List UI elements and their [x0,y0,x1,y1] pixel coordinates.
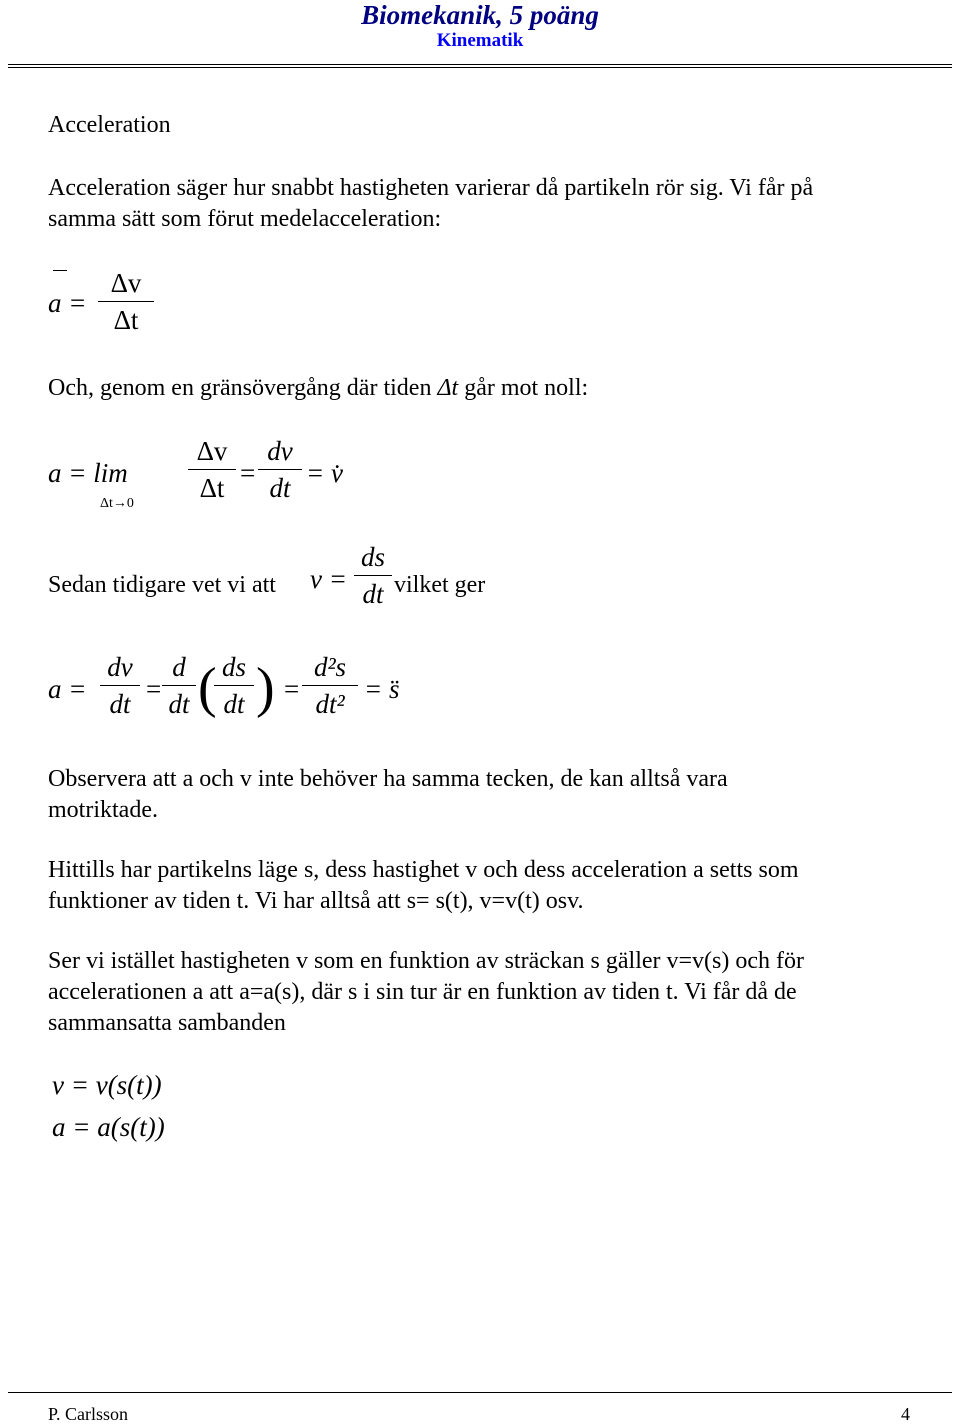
equation-mean-acceleration [48,268,168,344]
header-rule-2 [8,67,952,68]
section-heading: Acceleration [48,112,171,138]
eq2-num2: dv [267,436,293,466]
eq4-paren-right: ) [256,657,275,719]
p2-dt: Δt [437,375,459,401]
eq4-num3: ds [221,652,246,682]
eq4-num4: d²s [313,652,347,682]
eq4-num2: d [172,652,186,682]
eq4-fraction-1 [100,650,140,721]
paragraph-6-line-1: Ser vi istället hastigheten v som en funktion av sträckan s gäller v=v(s) och för [48,948,805,974]
paragraph-5-line-1: Hittills har partikelns läge s, dess hastighet v och dess acceleration a setts som [48,857,799,883]
eq4-equals-2: = [284,674,300,704]
eq2-den1: Δt [199,473,225,503]
eq1-numerator: Δv [110,268,142,298]
paragraph-5-line-2: funktioner av tiden t. Vi har alltså att s= s(t), v=v(t) osv. [48,888,584,914]
p2-pre: Och, genom en gränsövergång där tiden [48,375,438,401]
overbar [53,270,67,271]
paragraph-1 [48,173,918,235]
paragraph-2 [48,373,918,404]
equation-composite-velocity: v = v(s(t)) [52,1070,162,1100]
eq2-den2: dt [269,473,291,503]
equation-second-derivative [48,650,408,734]
eq4-equals-1: = [146,674,162,704]
eq1-fraction [98,266,154,337]
p2-post: går mot noll: [458,375,589,401]
eq3-fraction [354,540,392,611]
paragraph-6-line-2: accelerationen a att a=a(s), där s i sin tur är en funktion av tiden t. Vi får då de [48,979,797,1005]
eq3-den: dt [362,579,384,609]
eq4-den2: dt [168,689,190,719]
equation-instant-acceleration [48,438,368,518]
header-rule [8,64,952,65]
paragraph-6 [48,946,918,1039]
eq2-rhs: = v̇ [306,458,343,488]
footer-author: P. Carlsson [48,1404,129,1424]
eq2-limit-sub: Δt→0 [100,496,134,511]
eq4-fraction-2 [162,650,196,721]
equation-velocity [310,540,400,620]
eq4-den3: dt [223,689,245,719]
paragraph-5 [48,855,918,917]
header-title: Biomekanik, 5 poäng [361,0,599,30]
paragraph-4 [48,764,918,826]
paragraph-3-post: vilket ger [394,572,486,598]
eq2-lhs: a = lim [48,458,128,488]
eq4-den1: dt [109,689,131,719]
eq1-denominator: Δt [113,305,139,335]
eq4-paren-left: ( [198,657,217,719]
header-subtitle: Kinematik [436,30,524,51]
eq4-num1: dv [107,652,133,682]
eq2-equals: = [240,458,256,488]
paragraph-6-line-3: sammansatta sambanden [48,1010,286,1036]
paragraph-4-line-2: motriktade. [48,797,158,823]
equation-composite-acceleration: a = a(s(t)) [52,1112,165,1142]
eq2-num1: Δv [196,436,228,466]
page-number: 4 [901,1404,910,1424]
paragraph-4-line-1: Observera att a och v inte behöver ha samma tecken, de kan alltså vara [48,766,728,792]
eq2-fraction-1 [188,434,236,505]
eq1-lhs: a = [48,288,87,318]
eq4-lhs: a = [48,674,87,704]
eq4-rhs: = s̈ [364,674,400,704]
eq3-lhs: v = [310,564,347,594]
eq4-fraction-3 [214,650,254,721]
eq2-fraction-2 [258,434,302,505]
eq3-num: ds [360,542,385,572]
paragraph-3-pre: Sedan tidigare vet vi att [48,572,276,598]
eq4-fraction-4 [302,650,358,721]
eq4-den4: dt² [315,689,345,719]
footer-rule [8,1392,952,1393]
paragraph-1-line-2: samma sätt som förut medelacceleration: [48,206,442,232]
paragraph-1-line-1: Acceleration säger hur snabbt hastigheten varierar då partikeln rör sig. Vi får på [48,175,814,201]
